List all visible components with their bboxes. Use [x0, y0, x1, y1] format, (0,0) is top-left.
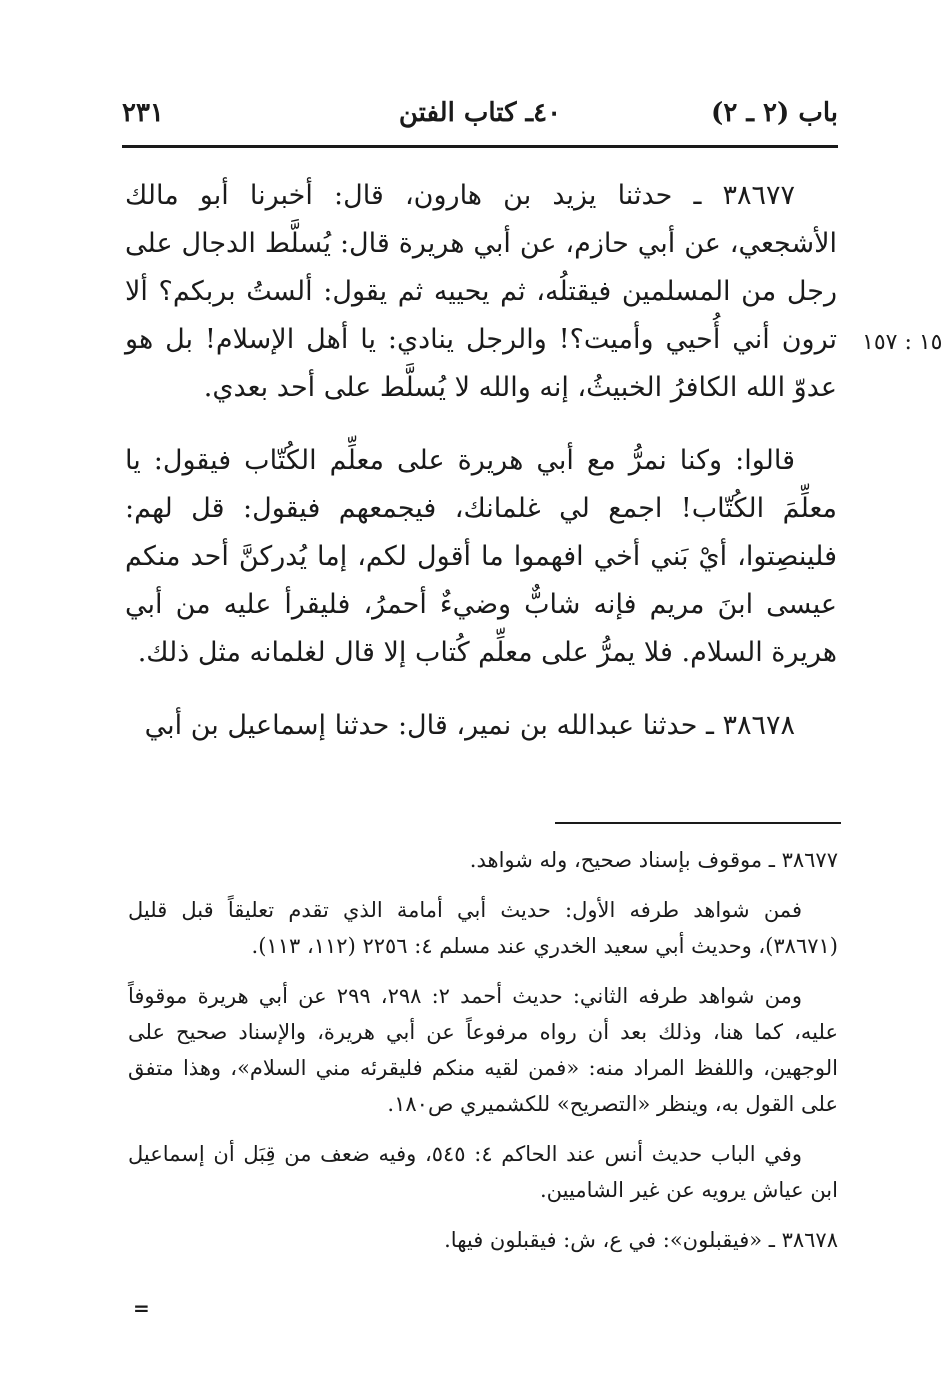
- footnotes: [128, 842, 838, 1272]
- hadith-paragraph: ٣٨٦٧٨ ـ حدثنا عبدالله بن نمير، قال: حدثنا إسماعيل بن أبي: [144, 710, 795, 741]
- continuation-mark: =: [133, 1296, 150, 1320]
- footnote: ومن شواهد طرفه الثاني: حديث أحمد ٢: ٢٩٨، ٢٩٩ عن أبي هريرة موقوفاً عليه، كما هنا، وذلك بعد أن رواه مرفوعاً عن أبي هريرة، والإسناد صحيح على الوجهين، واللفظ المراد منه: «فمن لقيه منكم فليقرئه مني السلام»، وهذا متفق على القول به، وينظر «التصريح» للكشميري ص١٨٠.: [128, 984, 838, 1116]
- footnote-rule: [555, 822, 841, 824]
- chapter-label: باب (٢ ـ ٢): [711, 98, 838, 128]
- footnote: ٣٨٦٧٨ ـ «فيقبلون»: في ع، ش: فيقبلون فيها.: [444, 1228, 838, 1252]
- margin-reference: ١٥ : ١٥٧: [862, 330, 943, 355]
- header-rule: [122, 145, 838, 148]
- footnote: ٣٨٦٧٧ ـ موقوف بإسناد صحيح، وله شواهد.: [469, 848, 838, 872]
- footnote: وفي الباب حديث أنس عند الحاكم ٤: ٥٤٥، وفيه ضعف من قِبَل أن إسماعيل ابن عياش يرويه عن غير الشاميين.: [128, 1142, 838, 1202]
- page-header: [122, 90, 838, 134]
- book-title: ٤٠ـ كتاب الفتن: [398, 98, 562, 128]
- hadith-paragraph: ٣٨٦٧٧ ـ حدثنا يزيد بن هارون، قال: أخبرنا أبو مالك الأشجعي، عن أبي حازم، عن أبي هريرة قال: يُسلَّط الدجال على رجل من المسلمين فيقتلُه، ثم يحييه ثم يقول: ألستُ بربكم؟ ألا ترون أني أُحيي وأميت؟! والرجل ينادي: يا أهل الإسلام! بل هو عدوّ الله الكافرُ الخبيثُ، إنه والله لا يُسلَّط على أحد بعدي.: [125, 180, 837, 403]
- footnote: فمن شواهد طرفه الأول: حديث أبي أمامة الذي تقدم تعليقاً قبل قليل (٣٨٦٧١)، وحديث أبي سعيد الخدري عند مسلم ٤: ٢٢٥٦ (١١٢، ١١٣).: [128, 898, 838, 958]
- page-number: ٢٣١: [122, 98, 164, 128]
- hadith-paragraph: قالوا: وكنا نمرُّ مع أبي هريرة على معلِّم الكُتّاب فيقول: يا معلِّمَ الكُتّاب! اجمع لي غلمانك، فيجمعهم فيقول: قل لهم: فلينصِتوا، أيْ بَني أخي افهموا ما أقول لكم، إما يُدركنَّ أحد منكم عيسى ابنَ مريم فإنه شابٌّ وضيءٌ أحمرُ، فليقرأ عليه من أبي هريرة السلام. فلا يمرُّ على معلِّم كُتاب إلا قال لغلمانه مثل ذلك.: [125, 445, 837, 668]
- main-text: [125, 172, 837, 775]
